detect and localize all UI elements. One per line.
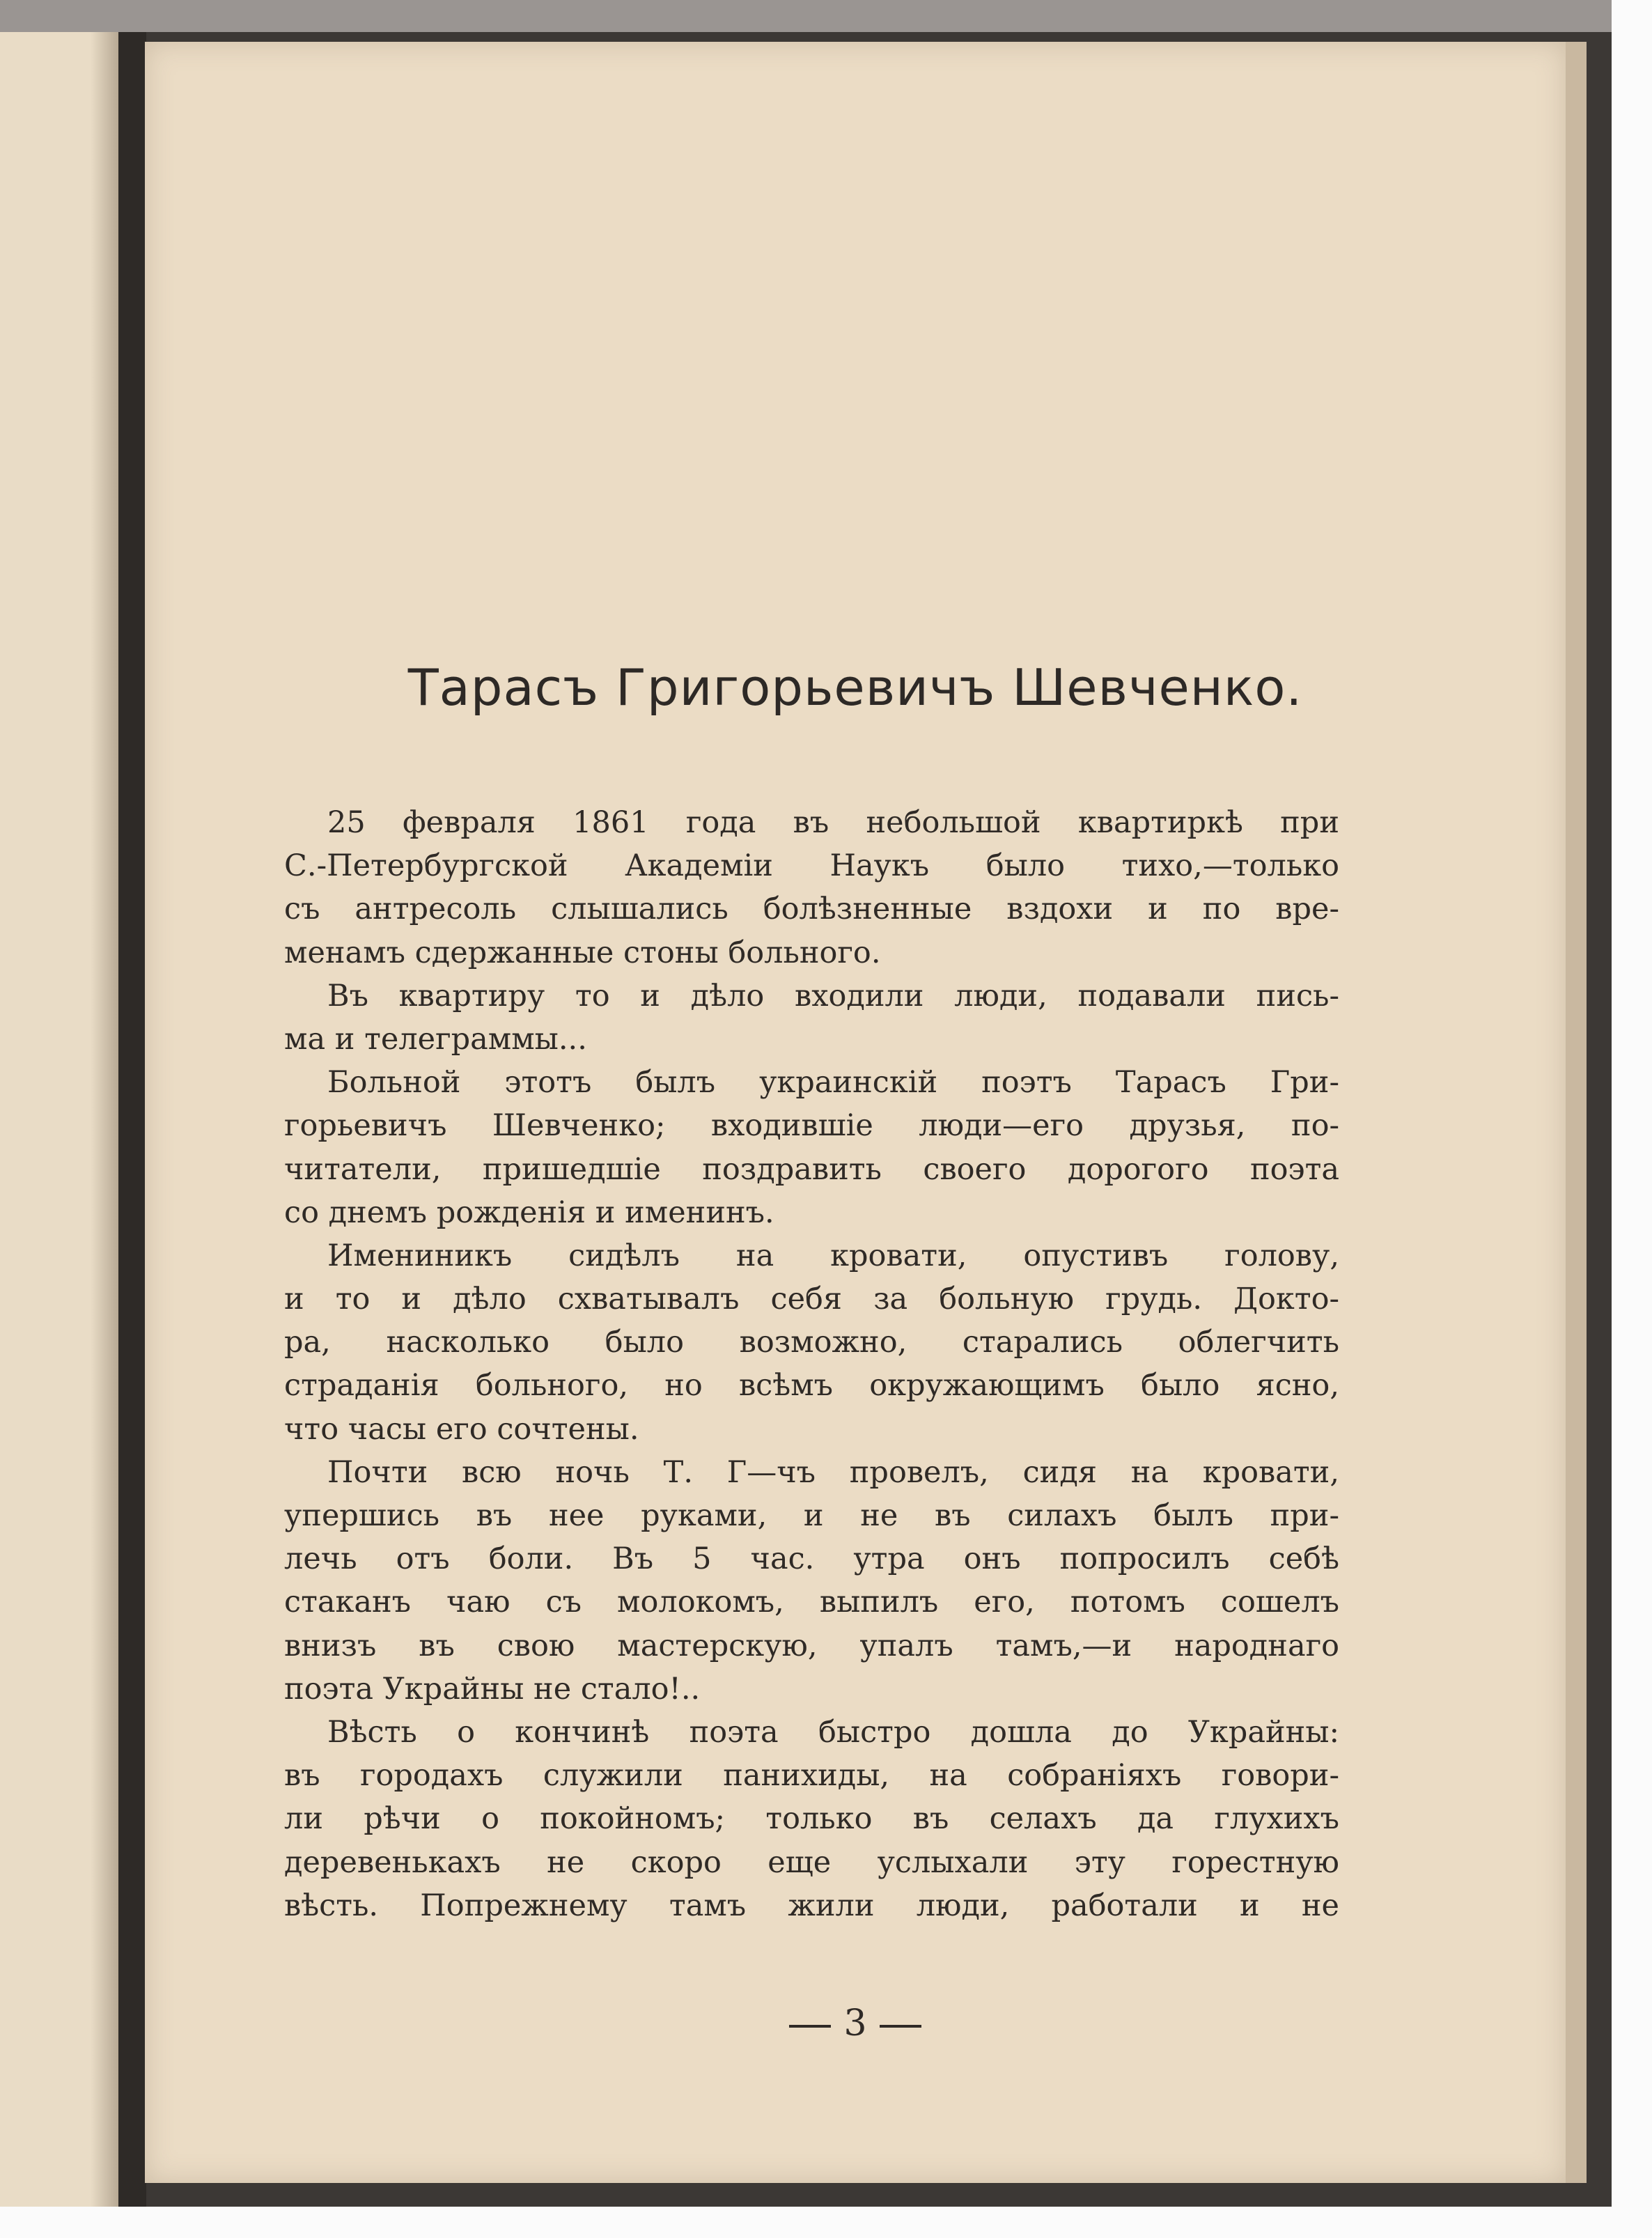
text-line: со днемъ рожденія и именинъ. — [284, 1195, 774, 1230]
text-line: Имениникъ сидѣлъ на кровати, опустивъ голову, — [327, 1238, 1339, 1273]
page-number-value: 3 — [843, 2003, 867, 2044]
text-line: страданія больного, но всѣмъ окружающимъ было ясно, — [284, 1368, 1339, 1404]
text-line: стаканъ чаю съ молокомъ, выпилъ его, потомъ сошелъ — [284, 1585, 1339, 1620]
text-line: что часы его сочтены. — [284, 1411, 639, 1447]
text-line: 25 февраля 1861 года въ небольшой квартиркѣ при — [327, 805, 1339, 840]
book-gutter — [118, 32, 146, 2207]
text-line: въ городахъ служили панихиды, на собраніяхъ говори- — [284, 1758, 1339, 1794]
scan-top-border — [0, 0, 1612, 32]
text-line: читатели, пришедшіе поздравить своего дорогого поэта — [284, 1151, 1339, 1187]
right-page-edge — [1566, 42, 1587, 2183]
text-line: Въ квартиру то и дѣло входили люди, подавали пись- — [327, 978, 1339, 1013]
text-line: поэта Украйны не стало!.. — [284, 1671, 701, 1707]
text-line: Почти всю ночь Т. Г—чъ провелъ, сидя на кровати, — [327, 1454, 1339, 1490]
text-line: С.-Петербургской Академіи Наукъ было тихо,—только — [284, 848, 1339, 884]
text-line: лечь отъ боли. Въ 5 час. утра онъ попросилъ себѣ — [284, 1541, 1339, 1577]
text-line: съ антресоль слышались болѣзненные вздохи и по вре- — [284, 892, 1339, 927]
text-line: упершись въ нее руками, и не въ силахъ былъ при- — [284, 1498, 1339, 1533]
text-line: ма и телеграммы... — [284, 1021, 587, 1057]
page-number-dash-left — [789, 2025, 831, 2028]
page-number — [145, 2003, 1566, 2044]
page-title: Тарасъ Григорьевичъ Шевченко. — [407, 658, 1303, 717]
text-line: менамъ сдержанные стоны больного. — [284, 935, 881, 970]
text-line: ли рѣчи о покойномъ; только въ селахъ да глухихъ — [284, 1801, 1339, 1837]
text-line: внизъ въ свою мастерскую, упалъ тамъ,—и народнаго — [284, 1628, 1339, 1663]
text-line: и то и дѣло схватывалъ себя за больную грудь. Доктo- — [284, 1282, 1339, 1317]
text-line: Больной этотъ былъ украинскій поэтъ Тарасъ Гри- — [327, 1065, 1339, 1101]
text-line: Вѣсть о кончинѣ поэта быстро дошла до Украйны: — [327, 1714, 1339, 1750]
text-line: горьевичъ Шевченко; входившіе люди—его друзья, по- — [284, 1108, 1339, 1144]
text-line: деревенькахъ не скоро еще услыхали эту горестную — [284, 1844, 1339, 1880]
text-line: вѣсть. Попрежнему тамъ жили люди, работали и не — [284, 1888, 1339, 1923]
book-page — [145, 42, 1566, 2183]
body-text — [284, 801, 1339, 1927]
text-line: ра, насколько было возможно, старались облегчить — [284, 1325, 1339, 1360]
page-number-dash-right — [880, 2025, 921, 2028]
left-page-shadow — [91, 32, 118, 2207]
